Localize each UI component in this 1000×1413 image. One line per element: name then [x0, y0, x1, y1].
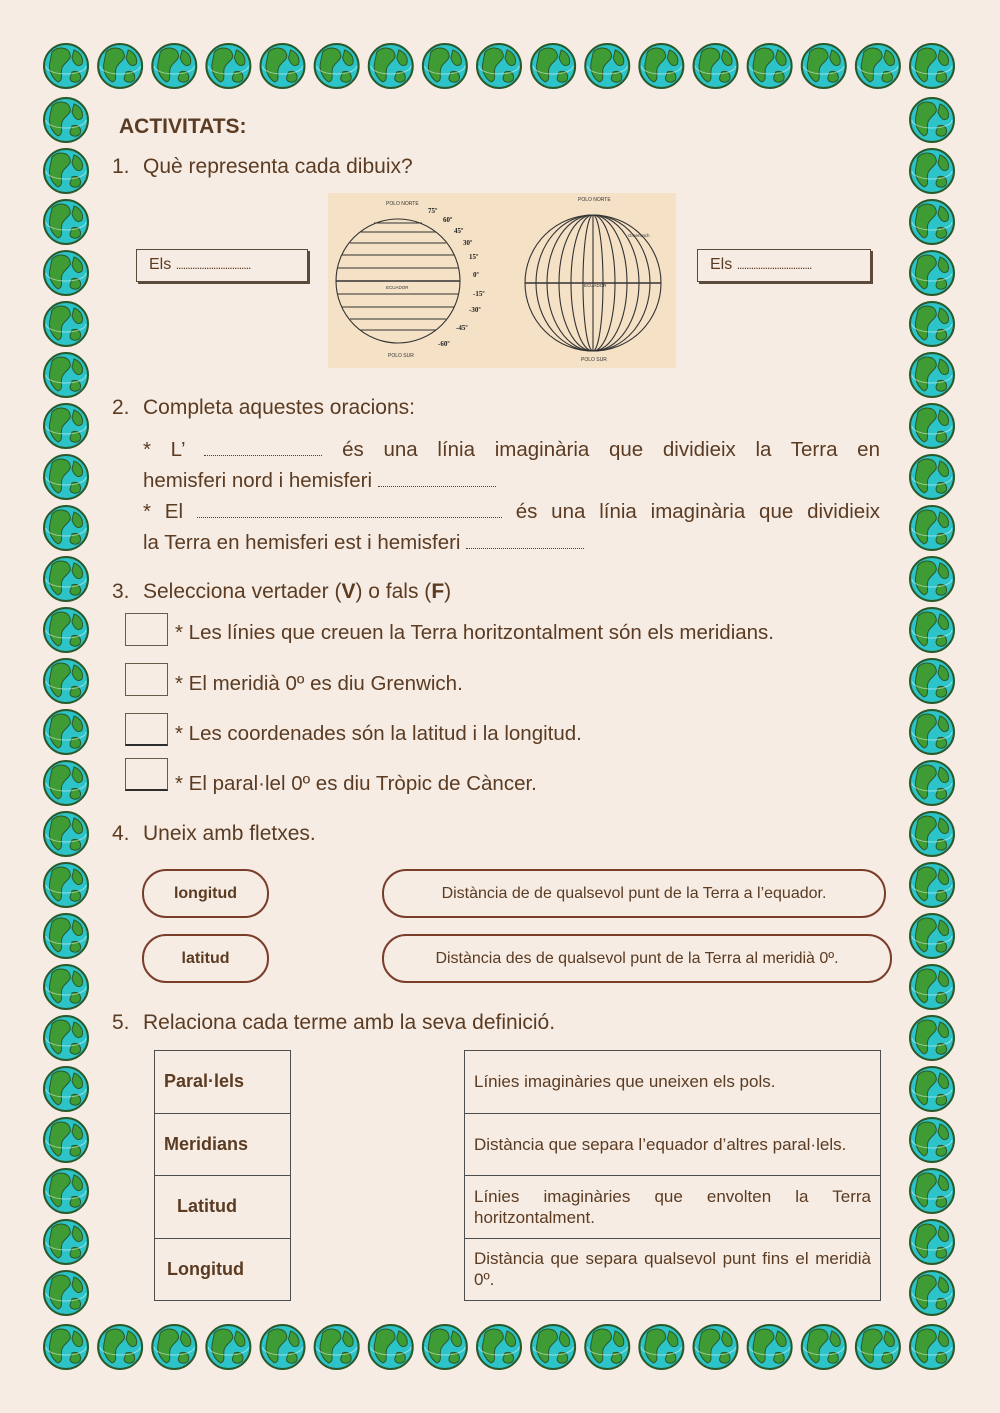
question-number: 4. — [112, 822, 130, 845]
degree-label: 30º — [463, 239, 473, 247]
blank-field[interactable] — [204, 441, 322, 456]
globe-icon — [44, 812, 88, 856]
pole-top-label: POLO NORTE — [578, 197, 611, 203]
globe-icon — [44, 302, 88, 346]
globe-icon — [910, 863, 954, 907]
match-definition-2[interactable]: Distància des de qualsevol punt de la Terra al meridià 0º. — [382, 934, 892, 983]
definition-cell[interactable]: Línies imaginàries que uneixen els pols. — [465, 1051, 881, 1114]
sentence-text: és una línia imaginària que dividieix la Terra en — [342, 438, 880, 461]
globe-icon — [910, 404, 954, 448]
globe-icon — [802, 1325, 846, 1369]
globe-icon — [44, 1271, 88, 1315]
pole-top-label: POLO NORTE — [386, 201, 419, 207]
question-text: Uneix amb fletxes. — [143, 822, 316, 845]
match-term-latitud[interactable]: latitud — [142, 934, 269, 983]
tf-statement-3: * Les coordenades són la latitud i la longitud. — [175, 722, 582, 745]
globe-icon — [44, 608, 88, 652]
globe-icon — [910, 1271, 954, 1315]
match-definition-1[interactable]: Distància de de qualsevol punt de la Terra a l’equador. — [382, 869, 886, 918]
globe-icon — [44, 863, 88, 907]
degree-label: -30º — [469, 306, 481, 314]
question-number: 3. — [112, 580, 130, 603]
globe-icon — [98, 44, 142, 88]
globe-icon — [910, 1220, 954, 1264]
globe-icon — [910, 965, 954, 1009]
sentence-1-line-1 — [143, 434, 880, 465]
greenwich-label: Greenwich — [628, 233, 650, 238]
globe-icon — [44, 557, 88, 601]
globe-icon — [261, 44, 305, 88]
globe-drawings-image — [328, 193, 676, 368]
question-number: 2. — [112, 396, 130, 419]
sentence-text: hemisferi nord i hemisferi — [143, 469, 372, 492]
globe-icon — [910, 659, 954, 703]
globe-icon — [44, 659, 88, 703]
sentence-2-line-2 — [143, 527, 880, 558]
globe-icon — [369, 44, 413, 88]
true-letter: V — [341, 580, 356, 603]
degree-label: -45º — [456, 324, 468, 332]
globe-icon — [910, 455, 954, 499]
globe-icon — [315, 44, 359, 88]
globe-drawings — [328, 193, 676, 368]
term-cell[interactable]: Latitud — [155, 1176, 291, 1239]
globe-icon — [910, 1169, 954, 1213]
question-2 — [112, 396, 415, 420]
globe-icon — [423, 1325, 467, 1369]
blank-field[interactable] — [378, 472, 496, 487]
definition-cell[interactable]: Distància que separa l’equador d’altres paral·lels. — [465, 1113, 881, 1176]
globe-icon — [44, 710, 88, 754]
globe-icon — [910, 1118, 954, 1162]
globe-icon — [44, 1118, 88, 1162]
question-1 — [112, 155, 413, 179]
globe-icon — [910, 251, 954, 295]
answer-box-right[interactable] — [697, 249, 871, 282]
globe-icon — [44, 1169, 88, 1213]
globe-icon — [44, 149, 88, 193]
globe-icon — [423, 44, 467, 88]
globe-icon — [910, 149, 954, 193]
globe-icon — [910, 557, 954, 601]
question-3 — [112, 580, 451, 604]
globe-icon — [585, 44, 629, 88]
page-title: ACTIVITATS: — [119, 115, 247, 138]
globe-icon — [44, 761, 88, 805]
degree-label: -60º — [438, 340, 450, 348]
sentence-text: és una línia imaginària que dividieix — [515, 500, 880, 523]
globe-icon — [748, 1325, 792, 1369]
term-cell[interactable]: Meridians — [155, 1113, 291, 1176]
globe-icon — [44, 965, 88, 1009]
globe-icon — [44, 251, 88, 295]
answer-box-left[interactable] — [136, 249, 308, 282]
question-number: 5. — [112, 1011, 130, 1034]
globe-icon — [44, 914, 88, 958]
match-term-longitud[interactable]: longitud — [142, 869, 269, 918]
globe-icon — [910, 506, 954, 550]
globe-icon — [44, 200, 88, 244]
degree-label: 15º — [469, 253, 479, 261]
sentence-text: * El — [143, 500, 184, 523]
equator-label: ECUADOR — [386, 285, 409, 290]
globe-icon — [44, 1220, 88, 1264]
question-5 — [112, 1011, 555, 1035]
globe-icon — [44, 1067, 88, 1111]
sentence-2-line-1 — [143, 496, 880, 527]
globe-icon — [44, 1325, 88, 1369]
globe-icon — [910, 98, 954, 142]
sentence-text: * L’ — [143, 438, 185, 461]
globe-icon — [44, 98, 88, 142]
globe-icon — [910, 710, 954, 754]
globe-icon — [639, 1325, 683, 1369]
box-prefix: Els — [710, 256, 733, 273]
globe-icon — [206, 1325, 250, 1369]
degree-label: 60º — [443, 216, 453, 224]
question-text: ) o fals ( — [355, 580, 432, 603]
degree-label: 75º — [428, 207, 438, 215]
globe-icon — [44, 506, 88, 550]
degree-label: -15º — [473, 290, 485, 298]
tf-answer-box-3[interactable] — [125, 713, 168, 746]
box-blank: ................................ — [736, 258, 812, 272]
blank-field[interactable] — [466, 534, 584, 549]
pole-bottom-label: POLO SUR — [581, 357, 607, 363]
term-cell[interactable]: Paral·lels — [155, 1051, 291, 1114]
globe-icon — [98, 1325, 142, 1369]
globe-icon — [531, 1325, 575, 1369]
term-cell[interactable]: Longitud — [155, 1238, 291, 1301]
question-number: 1. — [112, 155, 130, 178]
tf-statement-4: * El paral·lel 0º es diu Tròpic de Càncer. — [175, 772, 537, 795]
question-text: Selecciona vertader ( — [143, 580, 342, 603]
globe-icon — [585, 1325, 629, 1369]
globe-icon — [44, 404, 88, 448]
globe-icon — [369, 1325, 413, 1369]
blank-field[interactable] — [197, 503, 502, 518]
question-text: Què representa cada dibuix? — [143, 155, 413, 178]
globe-icon — [152, 44, 196, 88]
globe-icon — [910, 200, 954, 244]
question-text: Relaciona cada terme amb la seva definició. — [143, 1011, 556, 1034]
false-letter: F — [431, 580, 445, 603]
question-text: ) — [444, 580, 452, 603]
globe-icon — [477, 44, 521, 88]
globe-icon — [44, 1016, 88, 1060]
equator-label: ECUADOR — [584, 283, 607, 288]
globe-icon — [315, 1325, 359, 1369]
sentence-text: la Terra en hemisferi est i hemisferi — [143, 531, 461, 554]
globe-icon — [261, 1325, 305, 1369]
parallels-globe-icon — [336, 219, 460, 343]
globe-icon — [44, 455, 88, 499]
globe-icon — [694, 44, 738, 88]
globe-icon — [639, 44, 683, 88]
globe-icon — [910, 353, 954, 397]
globe-icon — [748, 44, 792, 88]
globe-icon — [910, 608, 954, 652]
sentence-1-line-2 — [143, 465, 880, 496]
globe-icon — [856, 1325, 900, 1369]
question-text: Completa aquestes oracions: — [143, 396, 415, 419]
globe-icon — [910, 1016, 954, 1060]
degree-label: 45º — [454, 227, 464, 235]
pole-bottom-label: POLO SUR — [388, 353, 414, 359]
question-4 — [112, 822, 316, 846]
tf-answer-box-2[interactable] — [125, 663, 168, 696]
globe-icon — [910, 44, 954, 88]
definitions-table — [464, 1050, 881, 1301]
globe-icon — [802, 44, 846, 88]
globe-icon — [910, 812, 954, 856]
globe-icon — [531, 44, 575, 88]
tf-answer-box-4[interactable] — [125, 758, 168, 791]
globe-icon — [694, 1325, 738, 1369]
globe-icon — [856, 44, 900, 88]
globe-icon — [152, 1325, 196, 1369]
tf-statement-1: * Les línies que creuen la Terra horitzontalment són els meridians. — [175, 621, 774, 644]
tf-statement-2: * El meridià 0º es diu Grenwich. — [175, 672, 463, 695]
globe-icon — [477, 1325, 521, 1369]
globe-icon — [910, 1325, 954, 1369]
globe-icon — [206, 44, 250, 88]
globe-icon — [910, 914, 954, 958]
box-blank: ................................ — [175, 258, 251, 272]
tf-answer-box-1[interactable] — [125, 613, 168, 646]
box-prefix: Els — [149, 256, 172, 273]
globe-icon — [44, 353, 88, 397]
globe-icon — [910, 761, 954, 805]
globe-icon — [910, 302, 954, 346]
definition-cell[interactable]: Línies imaginàries que envolten la Terra horitzontalment. — [465, 1176, 881, 1239]
terms-table — [154, 1050, 291, 1301]
globe-icon — [44, 44, 88, 88]
globe-icon — [910, 1067, 954, 1111]
definition-cell[interactable]: Distància que separa qualsevol punt fins el meridià 0º. — [465, 1238, 881, 1301]
degree-label: 0º — [473, 271, 479, 279]
